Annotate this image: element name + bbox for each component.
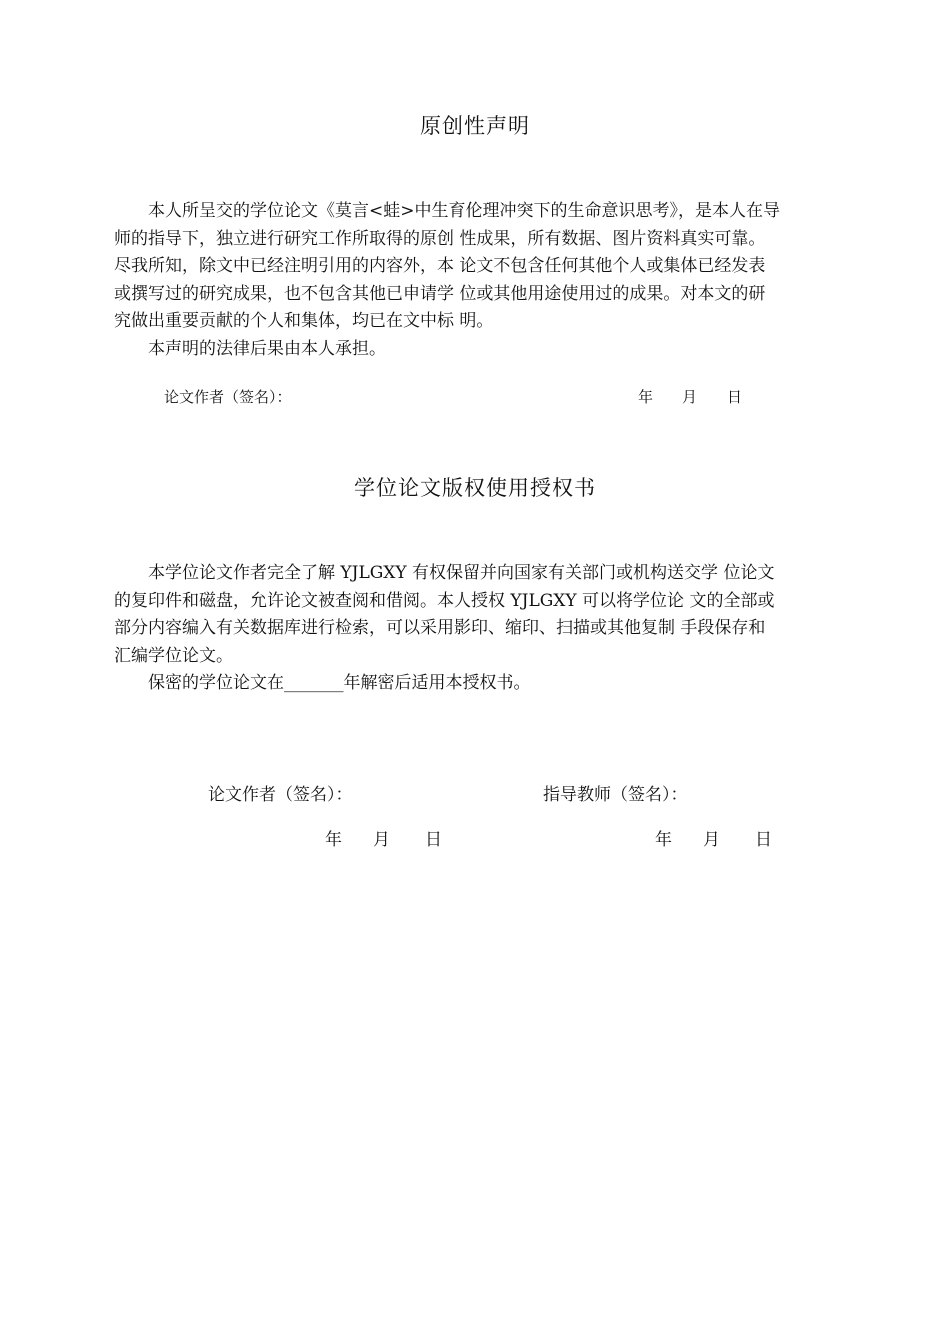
- date-month: 月: [373, 830, 390, 850]
- date-year: 年: [325, 830, 342, 850]
- legal-statement: 本声明的法律后果由本人承担。: [148, 338, 386, 359]
- authorization-line: 汇编学位论文。: [114, 645, 233, 666]
- declaration-date: [638, 386, 742, 407]
- declaration-line: 究做出重要贡献的个人和集体，均已在文中标 明。: [114, 311, 494, 331]
- declaration-title: 原创性声明: [420, 114, 530, 138]
- authorization-title: 学位论文版权使用授权书: [354, 476, 596, 500]
- confidential-statement: 保密的学位论文在_______年解密后适用本授权书。: [148, 673, 531, 693]
- authorization-line: 的复印件和磁盘，允许论文被查阅和借阅。本人授权 YJLGXY 可以将学位论 文的全部或: [114, 590, 775, 611]
- date-day: 日: [755, 830, 772, 850]
- date-year: 年: [638, 388, 654, 406]
- authorization-body: [114, 560, 856, 698]
- declaration-line: 师的指导下，独立进行研究工作所取得的原创 性成果，所有数据、图片资料真实可靠。: [114, 228, 766, 249]
- date-day: 日: [425, 830, 442, 850]
- declaration-line: 本人所呈交的学位论文《莫言<蛙>中生育伦理冲突下的生命意识思考》，是本人在导: [148, 201, 780, 221]
- declaration-author-signature-label: 论文作者（签名）：: [164, 388, 292, 406]
- advisor-signature-label: 指导教师（签名）：: [543, 785, 688, 805]
- authorization-line: 本学位论文作者完全了解 YJLGXY 有权保留并向国家有关部门或机构送交学 位论文: [148, 563, 775, 583]
- author-date: [325, 825, 442, 850]
- declaration-line: 或撰写过的研究成果，也不包含其他已申请学 位或其他用途使用过的成果。对本文的研: [114, 283, 766, 304]
- declaration-line: 尽我所知，除文中已经注明引用的内容外，本 论文不包含任何其他个人或集体已经发表: [114, 256, 766, 276]
- authorization-author-signature-label: 论文作者（签名）：: [208, 785, 353, 805]
- date-year: 年: [655, 830, 672, 850]
- authorization-line: 部分内容编入有关数据库进行检索，可以采用影印、缩印、扫描或其他复制 手段保存和: [114, 618, 766, 638]
- declaration-body: [114, 198, 856, 363]
- date-month: 月: [682, 388, 698, 406]
- date-month: 月: [703, 830, 720, 850]
- advisor-date: [655, 825, 772, 850]
- date-day: 日: [727, 388, 743, 406]
